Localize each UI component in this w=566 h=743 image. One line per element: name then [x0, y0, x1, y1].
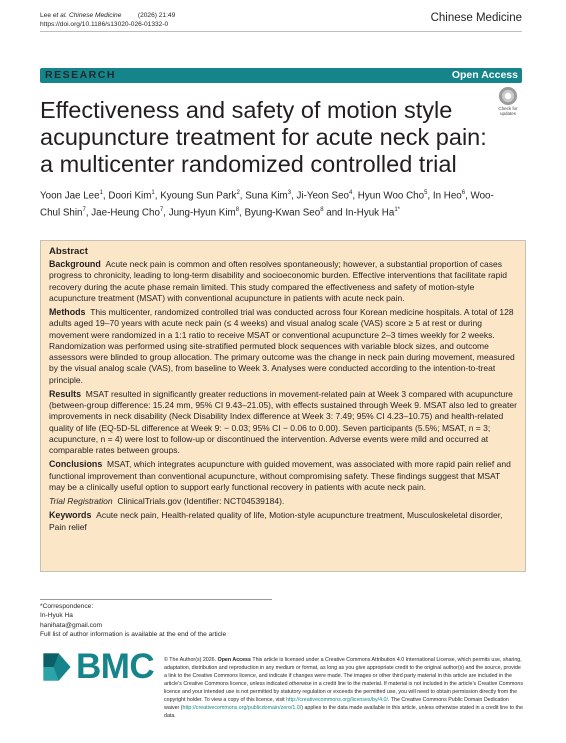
author-name[interactable]: Kyoung Sun Park [160, 190, 237, 202]
open-access-label: Open Access [451, 69, 518, 81]
author-name[interactable]: Doori Kim [108, 190, 152, 202]
bmc-logo-icon [40, 650, 74, 684]
abstract-conclusions: Conclusions MSAT, which integrates acupuncture with guided movement, was associated with more rapid pain relief and functional improvement than conventional acupuncture, without compromising safety. These findings suggest that MSAT may be a clinically useful option to support early functional recovery in patients with acute neck pain. [49, 459, 511, 492]
doi-link[interactable]: https://doi.org/10.1186/s13020-026-01332-0 [40, 21, 169, 28]
citation-header [40, 11, 175, 29]
correspondence-email[interactable]: hanihata@gmail.com [40, 621, 103, 629]
abstract-results: Results MSAT resulted in significantly greater reductions in movement-related pain at Week 3 compared with acupuncture (between-group difference: 15.24 mm, 95% CI 9.43–21.05), with effects sustained through Week 9. MSAT also led to greater improvements in neck disability (Neck Disability Index difference at Week 3: 7.49; 95% CI 4.23–10.75) and health-related quality of life (EQ-5D-5L difference at Week 9: − 0.03; 95% CI − 0.06 to 0.00). Seven participants (5.5%; MSAT, n = 3; acupuncture, n = 4) were lost to follow-up or discontinued the intervention. Adverse events were mild and occurred at comparable rates between groups. [49, 388, 517, 455]
license-text: © The Author(s) 2026. Open Access This article is licensed under a Creative Commons Attribution 4.0 International License, which permits use, sharing, adaptation, distribution and reproduction in any medium or format, as long as you give appropriate credit to the original author(s) and the source, provide a link to the Creative Commons licence, and indicate if changes were made. The images or other third party material in this article are included in the article’s Creative Commons licence, unless indicated otherwise in a credit line to the material. If material is not included in the article’s Creative Commons licence and your intended use is not permitted by statutory regulation or exceeds the permitted use, you will need to obtain permission directly from the copyright holder. To view a copy of this licence, visit http://creativecommons.org/licenses/by/4.0/. The Creative Commons Public Domain Dedication waiver (http://creativecommons.org/publicdomain/zero/1.0/) applies to the data made available in this article, unless otherwise stated in a credit line to the data. [164, 657, 523, 719]
author-affiliation: 4 [349, 190, 353, 196]
author-name[interactable]: Woo-Chul Shin [40, 190, 494, 219]
author-name[interactable]: Yoon Jae Lee [40, 190, 100, 202]
journal-name: Chinese Medicine [430, 12, 522, 24]
author-name[interactable]: Jae-Heung Cho [91, 207, 160, 219]
badge-line-1: Check for [498, 106, 518, 111]
author-affiliation: 1* [394, 207, 400, 214]
author-name[interactable]: In-Hyuk Ha [345, 207, 395, 219]
bmc-logo-text: BMC [76, 647, 155, 686]
author-name[interactable]: In Heo [432, 190, 462, 202]
abstract-background: Background Acute neck pain is common and often resolves spontaneously; however, a substantial proportion of cases progress to chronicity, leading to long-term disability and socioeconomic burden. Effective interventions that facilitate rapid recovery during the acute phase remain limited. This study compared the effectiveness and safety of motion-style acupuncture treatment (MSAT) with conventional acupuncture in patients with acute neck pain. [49, 259, 507, 303]
author-affiliation: 6 [461, 190, 466, 196]
author-name[interactable]: Jung-Hyun Kim [168, 207, 236, 219]
author-name[interactable]: Ji-Yeon Seo [296, 190, 349, 202]
author-name[interactable]: Hyun Woo Cho [357, 190, 425, 202]
citation-authors: Lee [40, 12, 53, 19]
author-list: Yoon Jae Lee$^1$, Doori Kim$^1$, Kyoung Sun Park$^2$, Suna Kim$^3$, Ji-Yeon Seo$^4$, Hyun Woo Cho$^5$, In Heo$^6$, Woo-Chul Shin$^7$, Jae-Heung Cho$^7$, Jung-Hyun Kim$^8$, Byung-Kwan Seo$^8$ and In-Hyuk $Ha^{1*}$ [40, 190, 494, 219]
correspondence-rule [40, 599, 272, 600]
citation-year: (2026) 21:49 [121, 12, 176, 19]
author-affiliation: 8 [235, 207, 240, 214]
author-affiliation: 5 [424, 190, 428, 196]
abstract-heading: Abstract [49, 246, 88, 257]
author-affiliation: 1 [151, 190, 155, 196]
author-affiliation: 8 [320, 207, 324, 214]
author-name[interactable]: Byung-Kwan Seo [244, 207, 321, 219]
author-affiliation: 3 [287, 190, 292, 196]
author-affiliation: 7 [82, 207, 86, 214]
abstract-box [40, 240, 526, 572]
correspondence-label: *Correspondence: [40, 603, 94, 610]
correspondence-name: In-Hyuk Ha [40, 612, 73, 620]
author-name[interactable]: Suna Kim [245, 190, 288, 202]
author-affiliation: 1 [99, 190, 103, 196]
author-affiliation: 2 [236, 190, 240, 196]
check-for-updates-badge[interactable] [494, 87, 522, 116]
section-bar [40, 68, 522, 83]
abstract-keywords: Keywords Acute neck pain, Health-related quality of life, Motion-style acupuncture treatment, Musculoskeletal disorder, Pain relief [49, 510, 503, 532]
abstract-methods: Methods This multicenter, randomized controlled trial was conducted across four Korean medicine hospitals. A total of 128 adults aged 19–70 years with acute neck pain (≤ 4 weeks) and visual analog scale (VAS) score ≥ 5 at rest or during movement were randomized in a 1:1 ratio to receive MSAT or conventional acupuncture 2–3 times weekly for 2 weeks. Randomization was performed using site-stratified permuted block sequences with variable block sizes, and outcome assessors were blinded to group allocation. The primary outcome was the change in neck pain during movement, measured by the visual analog scale (VAS), from baseline to Week 3. Analyses were conducted according to the intention-to-treat principle. [49, 307, 515, 385]
section-label: RESEARCH [45, 69, 116, 81]
correspondence [40, 602, 226, 639]
header-rule [40, 31, 522, 32]
badge-line-2: updates [499, 111, 516, 116]
abstract-registration: Trial Registration ClinicalTrials.gov (Identifier: NCT04539184). [49, 496, 285, 506]
crossmark-icon [499, 87, 517, 105]
license-link[interactable]: http://creativecommons.org/licenses/by/4.0/ [286, 697, 388, 703]
public-domain-link[interactable]: http://creativecommons.org/publicdomain/zero/1.0/ [182, 705, 302, 711]
author-affiliation: 7 [159, 207, 164, 214]
author-info-note: Full list of author information is available at the end of the article [40, 630, 227, 638]
article-title: Effectiveness and safety of motion style acupuncture treatment for acute neck pain: a multicenter randomized controlled trial [40, 97, 487, 177]
citation-journal: et al. Chinese Medicine [52, 12, 122, 19]
